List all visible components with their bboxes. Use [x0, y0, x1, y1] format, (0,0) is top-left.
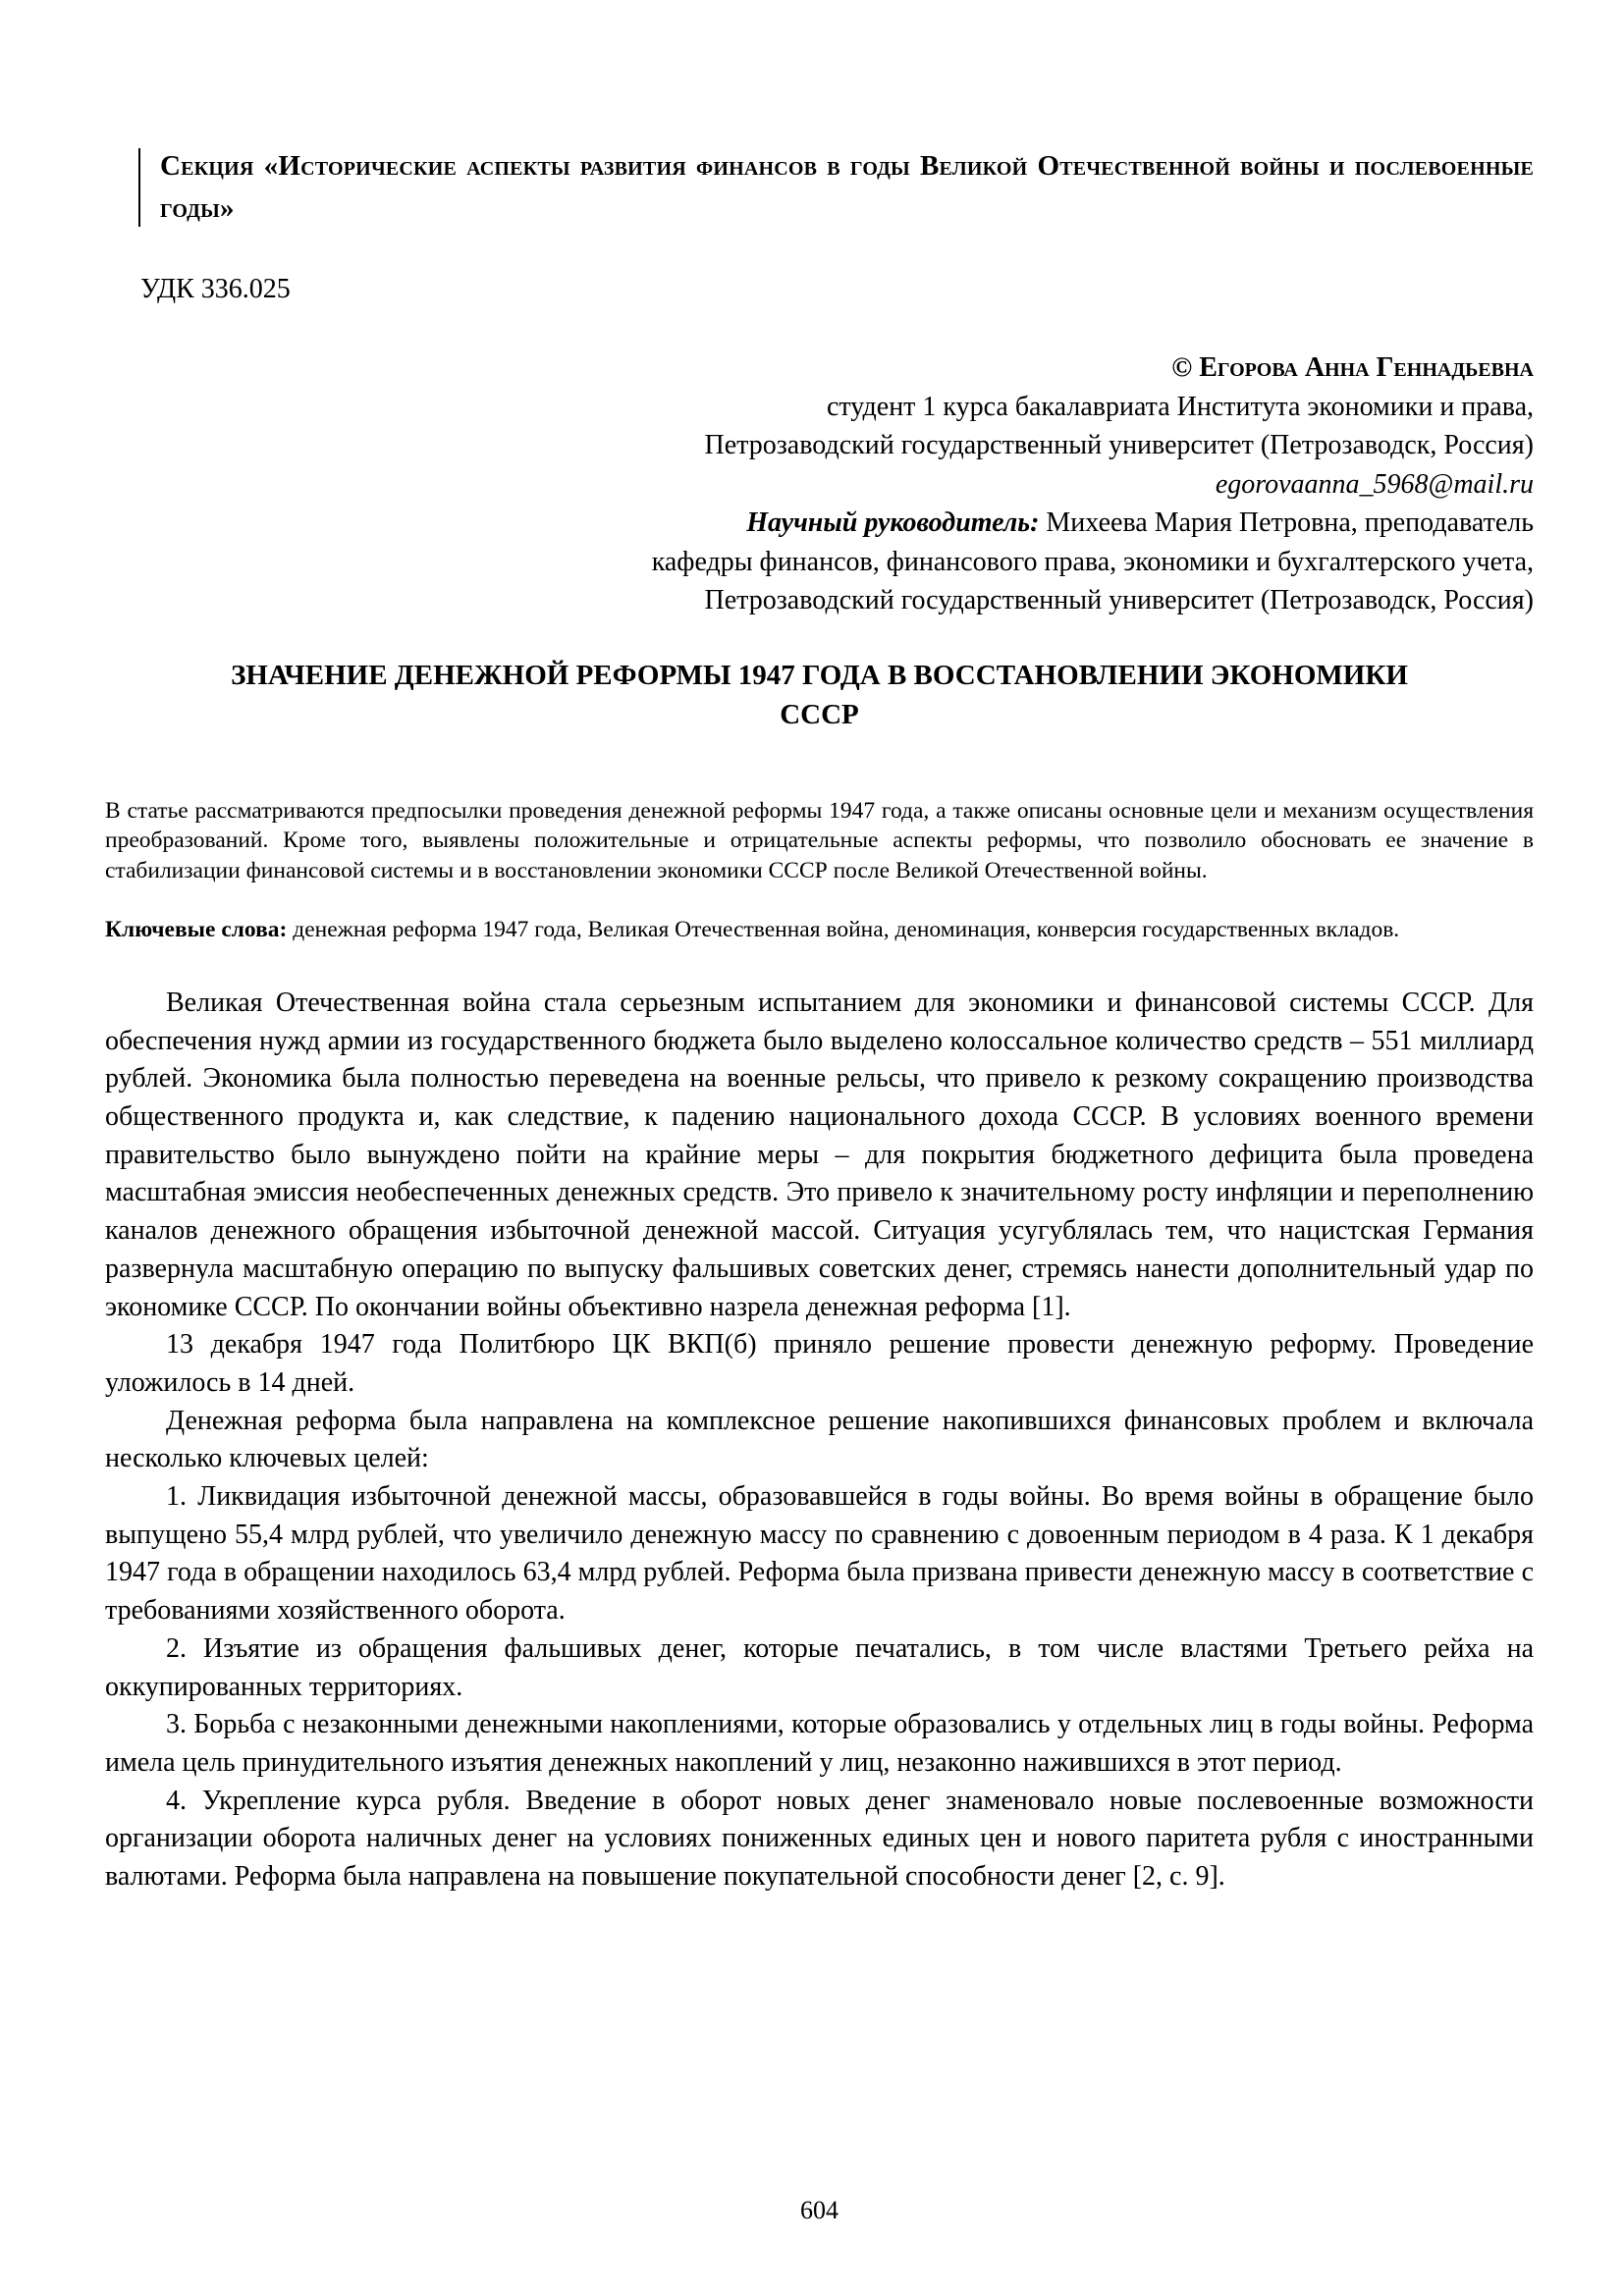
keywords-block — [105, 915, 1534, 945]
body-paragraph: Денежная реформа была направлена на комплексное решение накопившихся финансовых проблем и включала несколько ключевых целей: — [105, 1405, 1534, 1474]
supervisor-name: Михеева Мария Петровна, преподаватель — [1046, 507, 1534, 538]
body-paragraph: 2. Изъятие из обращения фальшивых денег, которые печатались, в том числе властями Третьего рейха на оккупированных территориях. — [105, 1632, 1534, 1702]
author-affiliation-line: студент 1 курса бакалавриата Института экономики и права, — [826, 391, 1534, 422]
section-title: Секция «Исторические аспекты развития финансов в годы Великой Отечественной войны и послевоенные годы» — [160, 150, 1534, 224]
author-block — [105, 348, 1534, 620]
udc-code: УДК 336.025 — [140, 274, 291, 304]
section-header — [160, 145, 1534, 230]
body-paragraph: 13 декабря 1947 года Политбюро ЦК ВКП(б) приняло решение провести денежную реформу. Проведение уложилось в 14 дней. — [105, 1329, 1534, 1398]
change-bar — [138, 148, 140, 227]
body-paragraph: 1. Ликвидация избыточной денежной массы, образовавшейся в годы войны. Во время войны в обращение было выпущено 55,4 млрд рублей, что увеличило денежную массу по сравнению с довоенным периодом в 4 раза. К 1 декабря 1947 года в обращении находилось 63,4 млрд рублей. Реформа была призвана привести денежную массу в соответствие с требованиями хозяйственного оборота. — [105, 1481, 1534, 1627]
supervisor-affiliation-line: Петрозаводский государственный университет (Петрозаводск, Россия) — [704, 585, 1534, 615]
supervisor-label: Научный руководитель: — [746, 507, 1040, 538]
body-paragraph: Великая Отечественная война стала серьезным испытанием для экономики и финансовой системы СССР. Для обеспечения нужд армии из государственного бюджета было выделено колоссальное количество средств – 551 миллиард рублей. Экономика была полностью переведена на военные рельсы, что привело к резкому сокращению производства общественного продукта и, как следствие, к падению национального дохода СССР. В условиях военного времени правительство было вынуждено пойти на крайние меры – для покрытия бюджетного дефицита была проведена масштабная эмиссия необеспеченных денежных средств. Это привело к значительному росту инфляции и переполнению каналов денежного обращения избыточной денежной массой. Ситуация усугублялась тем, что нацистская Германия развернула масштабную операцию по выпуску фальшивых советских денег, стремясь нанести дополнительный удар по экономике СССР. По окончании войны объективно назрела денежная реформа [1]. — [105, 987, 1534, 1322]
article-body — [105, 985, 1534, 1896]
author-affiliation-line: Петрозаводский государственный университет (Петрозаводск, Россия) — [704, 430, 1534, 460]
keywords-text: денежная реформа 1947 года, Великая Отечественная война, деноминация, конверсия государственных вкладов. — [293, 917, 1400, 943]
author-email: egorovaanna_5968@mail.ru — [1215, 468, 1534, 500]
keywords-label: Ключевые слова: — [105, 917, 288, 943]
body-paragraph: 4. Укрепление курса рубля. Введение в оборот новых денег знаменовало новые послевоенные возможности организации оборота наличных денег на условиях пониженных единых цен и нового паритета рубля с иностранными валютами. Реформа была направлена на повышение покупательной способности денег [2, с. 9]. — [105, 1785, 1534, 1893]
supervisor-line — [105, 504, 1534, 543]
author-name: © Егорова Анна Геннадьевна — [1171, 352, 1534, 383]
supervisor-affiliation-line: кафедры финансов, финансового права, экономики и бухгалтерского учета, — [651, 546, 1534, 577]
page-number: 604 — [800, 2196, 839, 2224]
body-paragraph: 3. Борьба с незаконными денежными накоплениями, которые образовались у отдельных лиц в годы войны. Реформа имела цель принудительного изъятия денежных накоплений у лиц, незаконно нажившихся в этот период. — [105, 1709, 1534, 1778]
article-title: ЗНАЧЕНИЕ ДЕНЕЖНОЙ РЕФОРМЫ 1947 ГОДА В ВОССТАНОВЛЕНИИ ЭКОНОМИКИ СССР — [231, 659, 1408, 730]
article-abstract: В статье рассматриваются предпосылки проведения денежной реформы 1947 года, а также описаны основные цели и механизм осуществления преобразований. Кроме того, выявлены положительные и отрицательные аспекты реформы, что позволило обосновать ее значение в стабилизации финансовой системы и в восстановлении экономики СССР после Великой Отечественной войны. — [105, 797, 1534, 883]
